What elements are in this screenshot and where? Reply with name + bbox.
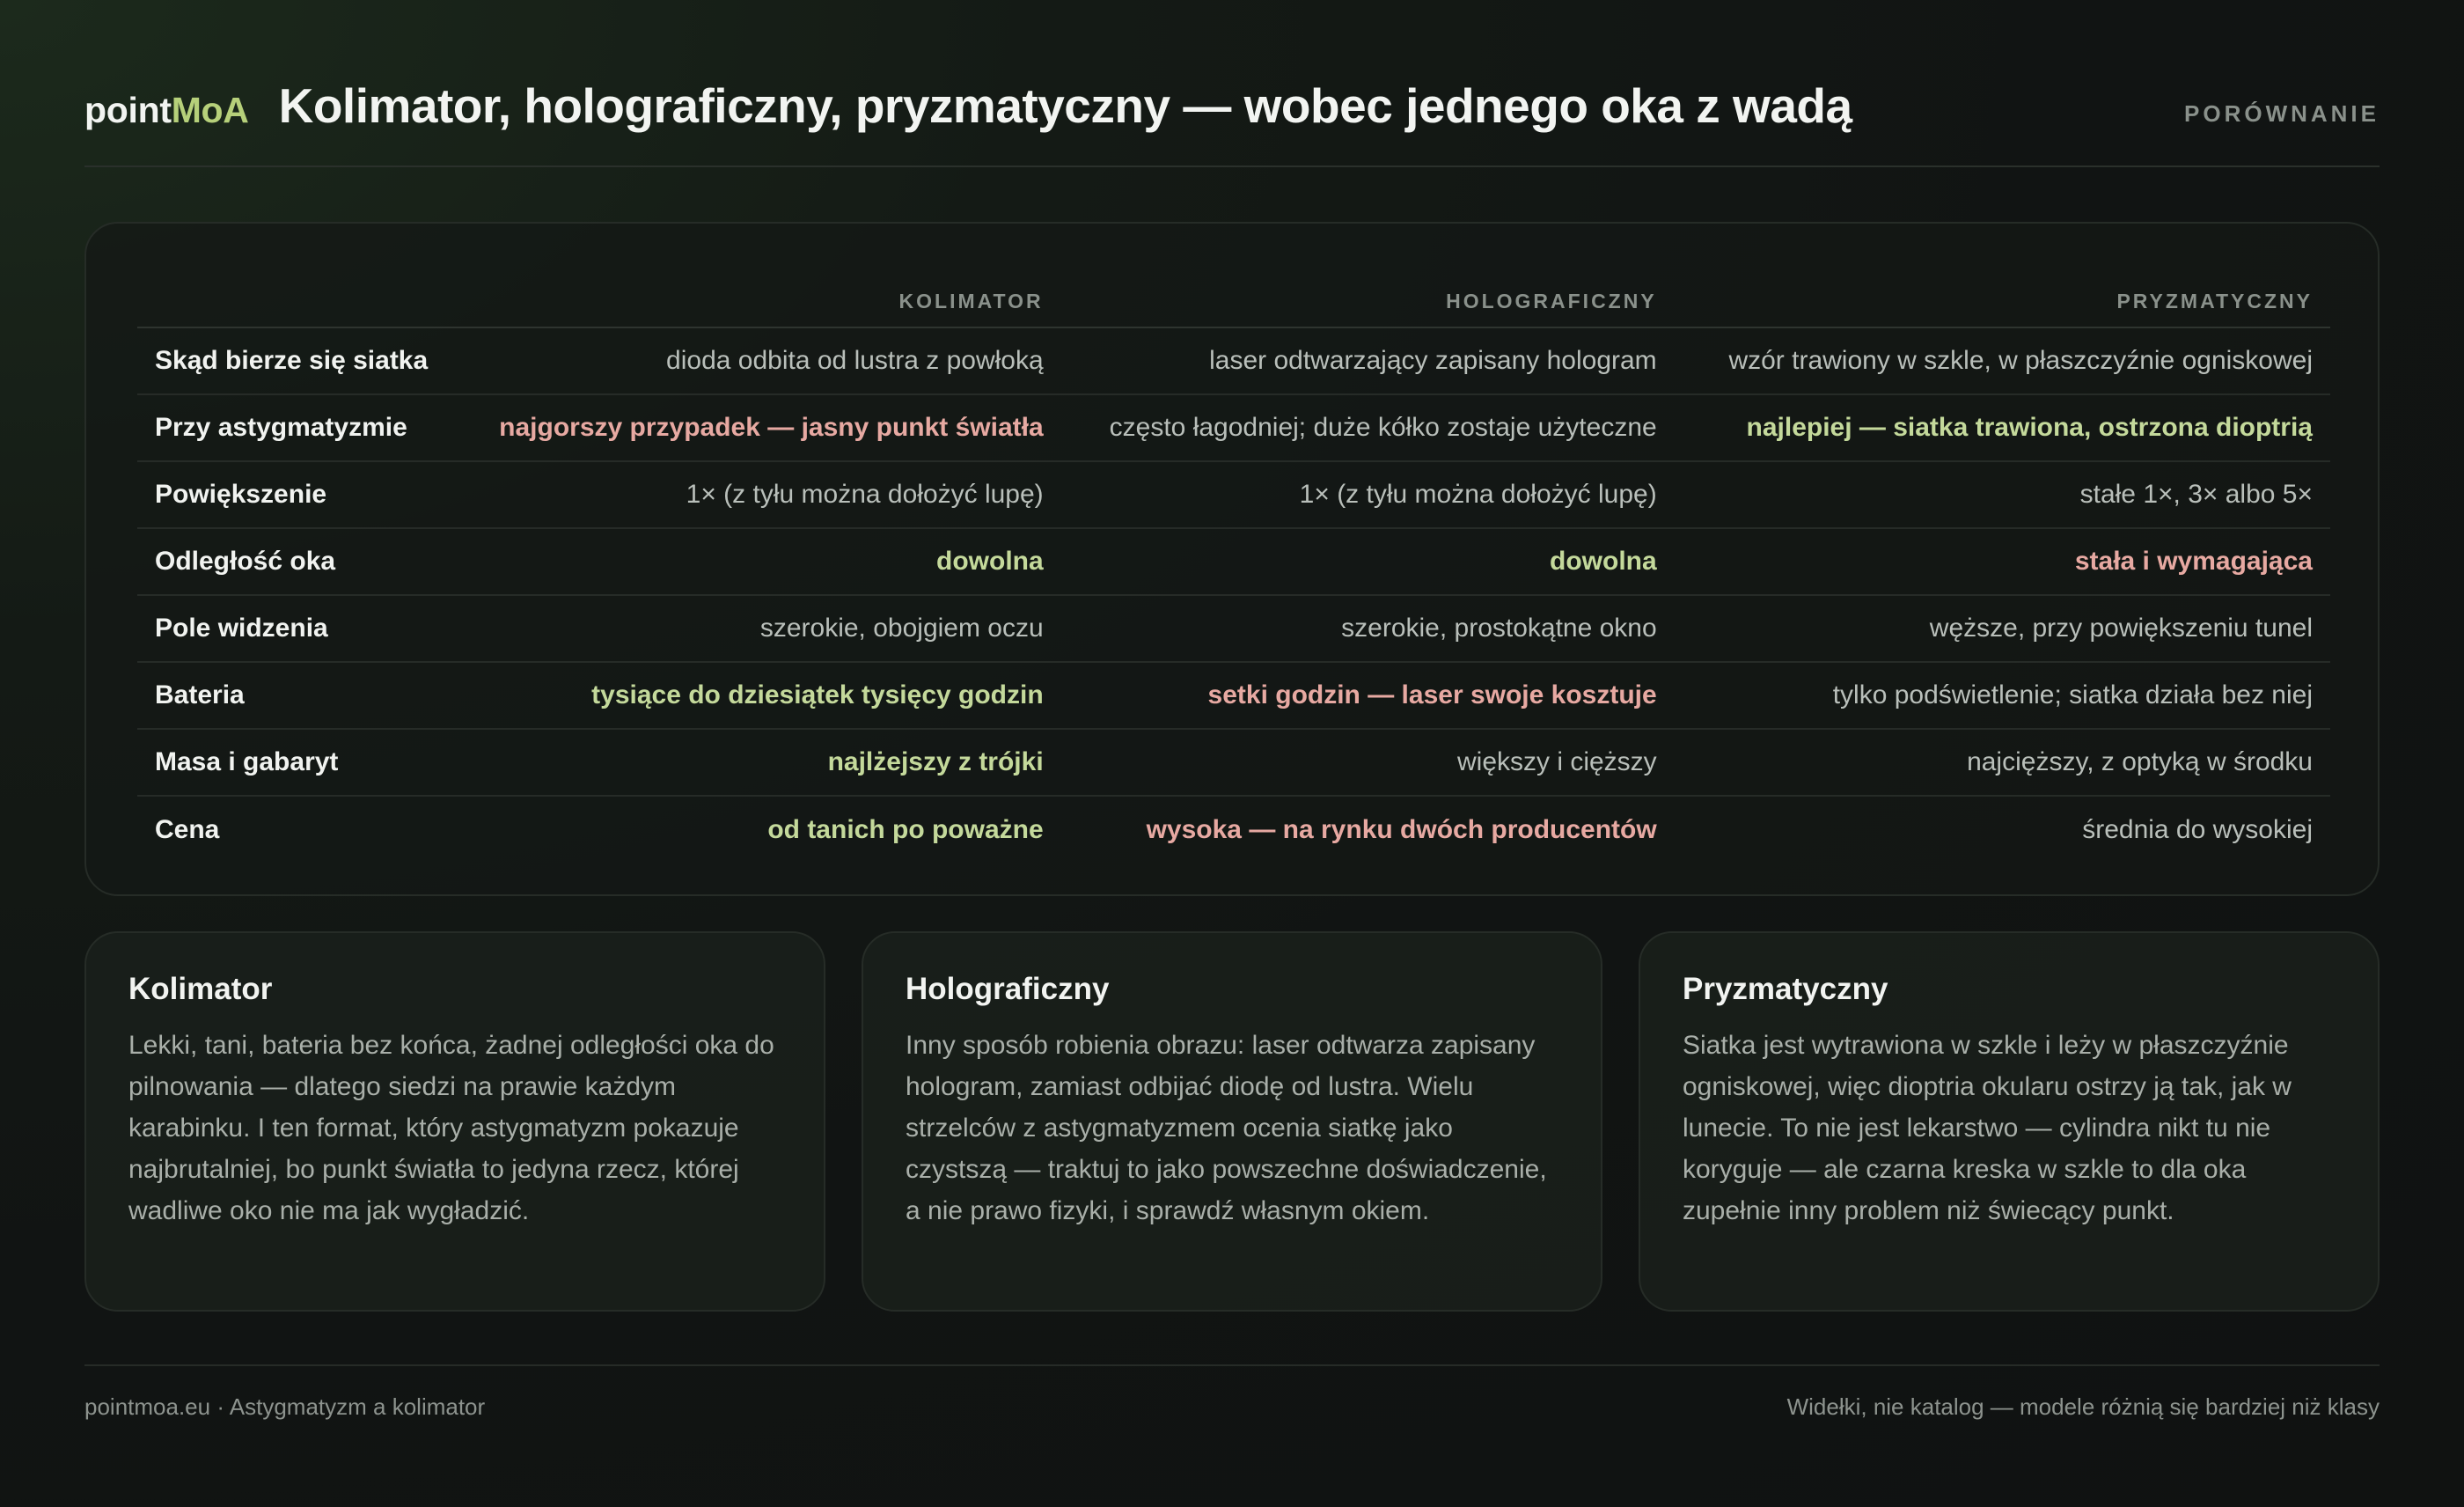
cell-holograficzny: dowolna xyxy=(1061,528,1675,595)
cell-holograficzny: większy i cięższy xyxy=(1061,729,1675,796)
row-label: Masa i gabaryt xyxy=(137,729,445,796)
table-row xyxy=(137,394,2330,461)
row-label: Powiększenie xyxy=(137,461,445,528)
cell-pryzmatyczny: średnia do wysokiej xyxy=(2082,814,2313,844)
table-row xyxy=(137,461,2330,528)
row-label: Przy astygmatyzmie xyxy=(137,394,445,461)
cell-kolimator: dowolna xyxy=(445,528,1060,595)
card-text: Lekki, tani, bateria bez końca, żadnej odległości oka do pilnowania — dlatego siedzi na prawie każdym karabinku. I ten format, który astygmatyzm pokazuje najbrutalniej, bo punkt światła to jedyna rzecz, której wadliwe oko nie ma jak wygładzić. xyxy=(128,1031,774,1225)
row-label: Cena xyxy=(155,814,220,844)
card-pryzmatyczny xyxy=(1639,931,2380,1312)
table-row xyxy=(137,662,2330,729)
cell-kolimator: 1× (z tyłu można dołożyć lupę) xyxy=(445,461,1060,528)
brand-accent: MoA xyxy=(171,90,249,130)
cell-pryzmatyczny: stała i wymagająca xyxy=(1675,528,2330,595)
cell-holograficzny: szerokie, prostokątne okno xyxy=(1061,595,1675,662)
cell-kolimator: tysiące do dziesiątek tysięcy godzin xyxy=(445,662,1060,729)
table-row xyxy=(137,729,2330,796)
row-label: Pole widzenia xyxy=(137,595,445,662)
cell-kolimator: najlżejszy z trójki xyxy=(445,729,1060,796)
cell-pryzmatyczny: węższe, przy powiększeniu tunel xyxy=(1675,595,2330,662)
table-row xyxy=(137,595,2330,662)
card-text: Inny sposób robienia obrazu: laser odtwarza zapisany hologram, zamiast odbijać diodę od lustra. Wielu strzelców z astygmatyzmem ocenia siatkę jako czystszą — traktuj to jako powszechne doświadczenie, a nie prawo fizyki, i sprawdź własnym okiem. xyxy=(906,1031,1547,1225)
cell-kolimator: najgorszy przypadek — jasny punkt światła xyxy=(445,394,1060,461)
header-pryzmatyczny: PRYZMATYCZNY xyxy=(1675,276,2330,327)
cell-holograficzny: 1× (z tyłu można dołożyć lupę) xyxy=(1061,461,1675,528)
card-title: Kolimator xyxy=(128,972,273,1006)
cell-kolimator: dioda odbita od lustra z powłoką xyxy=(445,327,1060,394)
table-row xyxy=(137,327,2330,394)
cell-pryzmatyczny: najcięższy, z optyką w środku xyxy=(1675,729,2330,796)
cell-holograficzny: często łagodniej; duże kółko zostaje użyteczne xyxy=(1061,394,1675,461)
header-empty xyxy=(137,276,445,327)
row-label: Skąd bierze się siatka xyxy=(137,327,445,394)
footer-note: Widełki, nie katalog — modele różnią się bardziej niż klasy xyxy=(1786,1393,2380,1420)
cell-pryzmatyczny: najlepiej — siatka trawiona, ostrzona dioptrią xyxy=(1675,394,2330,461)
footer-source: pointmoa.eu · Astygmatyzm a kolimator xyxy=(84,1393,486,1420)
brand-main: point xyxy=(84,90,172,130)
header-holograficzny: HOLOGRAFICZNY xyxy=(1061,276,1675,327)
card-title: Holograficzny xyxy=(906,972,1110,1006)
comparison-table-card xyxy=(84,222,2380,896)
header-kolimator: KOLIMATOR xyxy=(445,276,1060,327)
cell-kolimator: szerokie, obojgiem oczu xyxy=(445,595,1060,662)
cell-kolimator: od tanich po poważne xyxy=(767,814,1044,844)
card-text: Siatka jest wytrawiona w szkle i leży w płaszczyźnie ogniskowej, więc dioptria okularu ostrzy ją tak, jak w lunecie. To nie jest lekarstwo — cylindra nikt tu nie koryguje — ale czarna kreska w szkle to dla oka zupełnie inny problem niż świecący punkt. xyxy=(1683,1031,2292,1225)
page-footer xyxy=(84,1364,2380,1421)
cell-holograficzny: setki godzin — laser swoje kosztuje xyxy=(1061,662,1675,729)
cell-holograficzny: laser odtwarzający zapisany hologram xyxy=(1061,327,1675,394)
card-title: Pryzmatyczny xyxy=(1683,972,1888,1006)
table-header-row xyxy=(137,276,2330,327)
cell-holograficzny: wysoka — na rynku dwóch producentów xyxy=(1146,814,1657,844)
row-label: Odległość oka xyxy=(137,528,445,595)
comparison-table xyxy=(137,276,2330,863)
card-holograficzny xyxy=(862,931,1602,1312)
row-label: Bateria xyxy=(137,662,445,729)
table-row xyxy=(137,528,2330,595)
cell-pryzmatyczny: stałe 1×, 3× albo 5× xyxy=(1675,461,2330,528)
cell-pryzmatyczny: tylko podświetlenie; siatka działa bez niej xyxy=(1675,662,2330,729)
brand-logo[interactable] xyxy=(84,90,249,131)
table-row xyxy=(137,796,2330,863)
page-title: Kolimator, holograficzny, pryzmatyczny — wobec jednego oka z wadą xyxy=(278,78,1852,133)
cell-pryzmatyczny: wzór trawiony w szkle, w płaszczyźnie ogniskowej xyxy=(1675,327,2330,394)
page-header xyxy=(84,74,2380,167)
section-tag: PORÓWNANIE xyxy=(2184,100,2380,127)
card-kolimator xyxy=(84,931,825,1312)
